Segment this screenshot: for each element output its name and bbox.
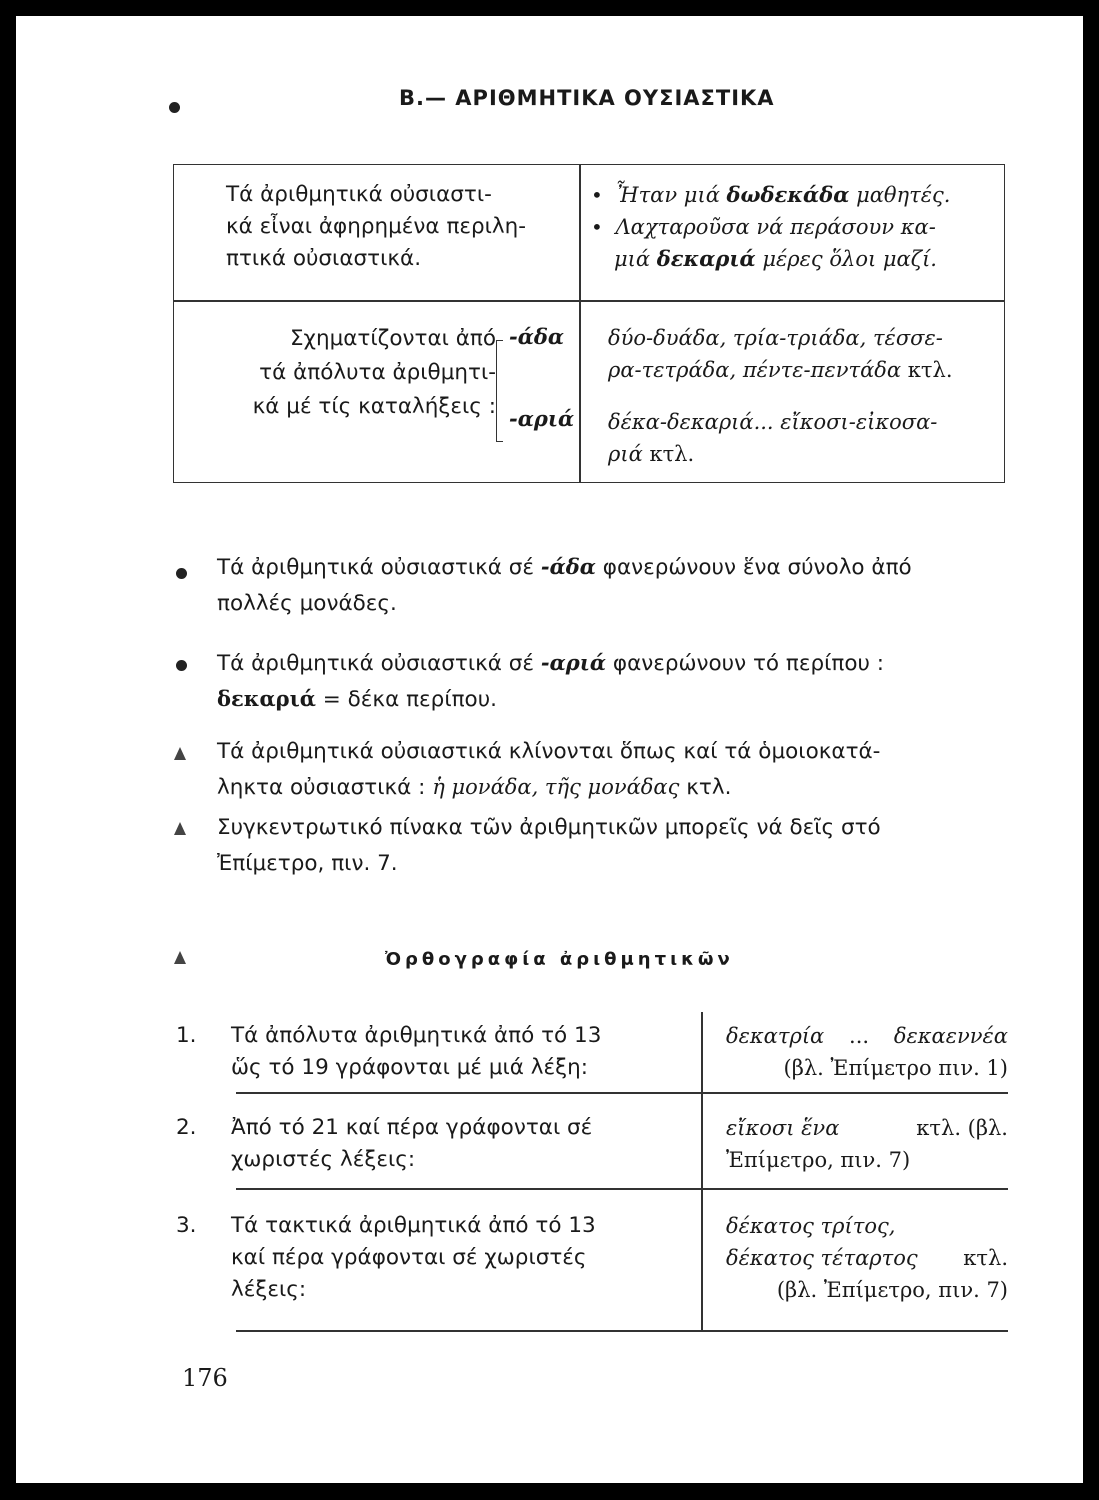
row1-line: κά εἶναι ἀφηρημένα περιλη- [226,214,527,239]
ortho-line: χωριστές λέξεις: [231,1147,416,1172]
row2-line: κά μέ τίς καταλήξεις : [252,394,496,419]
note-line: δεκαριά = δέκα περίπου. [217,686,497,712]
example-2: • Λαχταροῦσα νά περάσουν κα- [591,215,936,239]
ortho-row-divider [236,1188,1008,1190]
note-line: πολλές μονάδες. [217,591,397,616]
note-bullet-icon [176,660,187,671]
note-2 [217,646,1017,718]
table-divider [579,164,581,483]
section-title: Β.— ΑΡΙΘΜΗΤΙΚΑ ΟΥΣΙΑΣΤΙΚΑ [399,86,775,110]
ortho-item-2 [176,1112,696,1176]
ortho-line: ὥς τό 19 γράφονται μέ μιά λέξη: [231,1055,588,1080]
heading-bullet-icon [169,102,180,113]
row2-line: Σχηματίζονται ἀπό [289,326,496,351]
row2-definition [216,322,496,424]
note-line: ληκτα οὐσιαστικά : ἡ μονάδα, τῆς μονάδας κτλ. [217,775,732,800]
suffix-aria: -αριά [509,406,575,431]
row1-line: πτικά οὐσιαστικά. [226,246,422,271]
ortho-ex-line: Ἐπίμετρο, πιν. 7) [726,1148,911,1172]
ortho-row-divider [236,1092,1008,1094]
note-line: Τά ἀριθμητικά οὐσιαστικά σέ -άδα φανερώνουν ἕνα σύνολο ἀπό [217,554,912,580]
row1-examples [591,179,1001,275]
note-line: Συγκεντρωτικό πίνακα τῶν ἀριθμητικῶν μπορεῖς νά δεῖς στό [217,815,881,840]
brace-icon [496,340,503,442]
note-line: Τά ἀριθμητικά οὐσιαστικά σέ -αριά φανερώνουν τό περίπου : [217,650,885,676]
bullet-dot-icon: • [591,183,616,207]
triangle-icon [174,822,186,835]
note-line: Ἐπίμετρο, πιν. 7. [217,851,398,876]
bullet-dot-icon: • [591,215,616,239]
ortho-line: λέξεις: [231,1277,307,1302]
page [16,16,1083,1483]
ortho-item-3 [176,1210,696,1306]
row2-line: τά ἀπόλυτα ἀριθμητι- [259,360,496,385]
ortho-line: καί πέρα γράφονται σέ χωριστές [231,1245,587,1270]
ortho-ex-line: δέκατος τρίτος, [726,1214,896,1238]
example-1: • Ἦταν μιά δωδεκάδα μαθητές. [591,182,951,207]
note-line: Τά ἀριθμητικά οὐσιαστικά κλίνονται ὅπως καί τά ὁμοιοκατά- [217,739,881,764]
page-number: 176 [182,1364,228,1392]
row2-ex-line: δέκα-δεκαριά... εἴκοσι-εἰκοσα- [608,410,938,434]
row2-ex-line: δύο-δυάδα, τρία-τριάδα, τέσσε- [608,326,943,350]
row1-line: Τά ἀριθμητικά οὐσιαστι- [226,182,492,207]
note-3 [217,734,1017,806]
row2-examples [608,322,1003,470]
ortho-ex-line: εἴκοσι ἕνα κτλ. (βλ. [726,1116,1008,1140]
suffix-ada: -άδα [509,324,565,349]
ortho-line: 1. Τά ἀπόλυτα ἀριθμητικά ἀπό τό 13 [176,1023,602,1048]
triangle-icon [174,747,186,760]
ortho-item-1 [176,1020,696,1084]
table-row-divider [173,300,1005,302]
note-bullet-icon [176,568,187,579]
orthography-heading: Ὀρθογραφία ἀριθμητικῶν [385,949,734,970]
ortho-line: 2. Ἀπό τό 21 καί πέρα γράφονται σέ [176,1115,593,1140]
row2-ex-line: ριά κτλ. [608,442,695,466]
ortho-ex-line: δεκατρία ... δεκαεννέα [726,1024,1008,1048]
note-1 [217,550,1017,622]
ortho-example-2 [726,1112,1008,1176]
row1-definition [226,179,571,275]
ortho-example-3 [726,1210,1008,1306]
ortho-example-1 [726,1020,1008,1084]
example-2-cont: μιά δεκαριά μέρες ὅλοι μαζί. [614,246,937,271]
ortho-ex-line: (βλ. Ἐπίμετρο πιν. 1) [783,1056,1008,1080]
triangle-icon [174,951,186,964]
ortho-ex-line: δέκατος τέταρτος κτλ. [726,1246,1008,1270]
row2-ex-line: ρα-τετράδα, πέντε-πεντάδα κτλ. [608,358,953,382]
ortho-bottom-line-visible [236,1330,1008,1332]
ortho-line: 3. Τά τακτικά ἀριθμητικά ἀπό τό 13 [176,1213,596,1238]
note-4 [217,810,1017,882]
ortho-ex-line: (βλ. Ἐπίμετρο, πιν. 7) [776,1278,1008,1302]
ortho-divider [701,1012,703,1330]
